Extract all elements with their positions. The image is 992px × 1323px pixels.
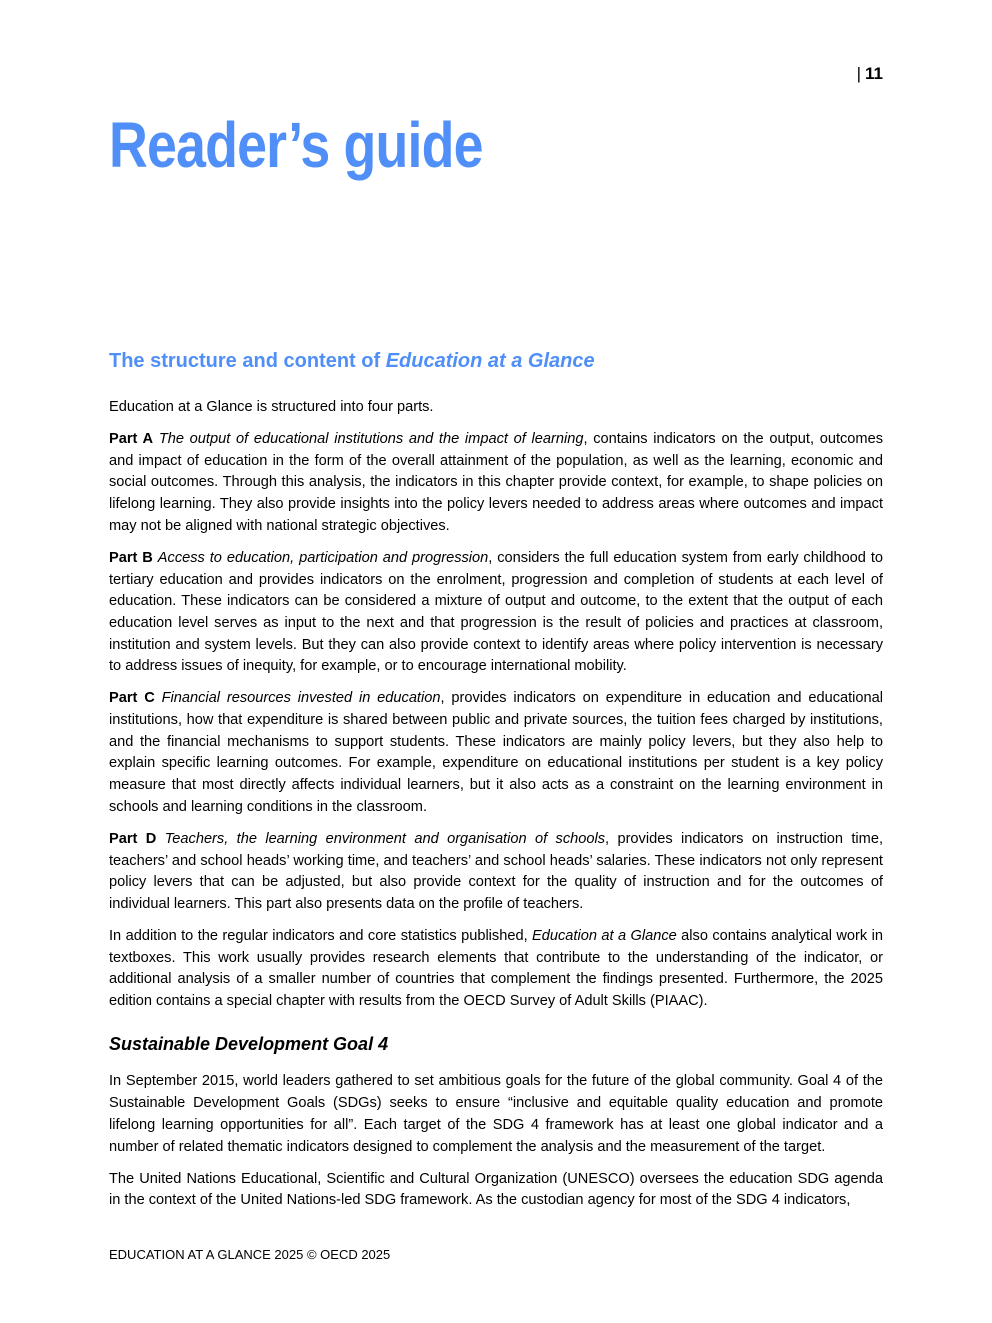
- part-label: Part A: [109, 431, 154, 447]
- part-b-paragraph: [109, 548, 883, 678]
- page-number: | 11: [856, 64, 883, 83]
- part-title: Teachers, the learning environment and organisation of schools: [164, 830, 606, 847]
- intro-paragraph: Education at a Glance is structured into four parts.: [109, 399, 434, 415]
- part-label: Part B: [109, 549, 153, 566]
- addition-paragraph: [109, 926, 883, 1013]
- part-title: Access to education, participation and progression: [157, 549, 489, 566]
- footer: EDUCATION AT A GLANCE 2025 © OECD 2025: [109, 1247, 391, 1262]
- part-label: Part D: [109, 830, 157, 847]
- part-text: , provides indicators on expenditure in education and educational institutions, how that expenditure is shared between public and private sources, the tuition fees charged by institutions, and the financial mechanisms to support students. These indicators are mainly policy levers, but they also help to explain specific learning outcomes. For example, expenditure on educational institutions per student is a key policy measure that most directly affects individual learners, but it also acts as a constraint on the learning environment in schools and learning conditions in the classroom.: [109, 690, 883, 815]
- part-d-paragraph: [109, 829, 883, 916]
- part-a-paragraph: [109, 429, 883, 538]
- body-text: [109, 397, 883, 1222]
- part-c-paragraph: [109, 688, 883, 818]
- part-title: Financial resources invested in education: [161, 690, 441, 707]
- text: In addition to the regular indicators and core statistics published,: [109, 927, 533, 944]
- part-text: , provides indicators on instruction time, teachers’ and school heads’ working time, and teachers’ and school heads’ salaries. These indicators not only represent policy levers that can be adjusted, but also provide context for the quality of instruction and for the outcomes of individual learners. This part also presents data on the profile of teachers.: [109, 830, 883, 912]
- section-heading-text: The structure and content of: [109, 350, 386, 372]
- part-label: Part C: [109, 690, 155, 707]
- sdg-paragraph: In September 2015, world leaders gathered to set ambitious goals for the future of the global community. Goal 4 of the Sustainable Development Goals (SDGs) seeks to ensure “inclusive and equitable quality education and promote lifelong learning opportunities for all”. Each target of the SDG 4 framework has at least one global indicator and a number of related thematic indicators designed to complement the analysis and the measurement of the target.: [109, 1073, 883, 1155]
- unesco-paragraph: The United Nations Educational, Scientific and Cultural Organization (UNESCO) oversees the education SDG agenda in the context of the United Nations-led SDG framework. As the custodian agency for most of the SDG 4 indicators,: [109, 1170, 883, 1209]
- section-heading-italic: Education at a Glance: [385, 350, 595, 372]
- text: also contains analytical work in textboxes. This work usually provides research elements that contribute to the understanding of the indicator, or additional analysis of a smaller number of countries that complement the findings presented. Furthermore, the 2025 edition contains a special chapter with results from the OECD Survey of Adult Skills (PIAAC).: [109, 927, 883, 1010]
- part-text: , contains indicators on the output, outcomes and impact of education in the form of the overall attainment of the population, as well as the learning, economic and social outcomes. Through this analysis, the indicators in this chapter provide context, for example, to shape policies on lifelong learning. They also provide insights into the policy levers needed to address areas where outcomes and impact may not be aligned with national strategic objectives.: [109, 431, 883, 534]
- part-text: , considers the full education system from early childhood to tertiary education and provides indicators on the enrolment, progression and completion of students at each level of education. These indicators can be considered a mixture of output and outcome, to the extent that the output of each education level serves as input to the next and that progression is the result of policies and practices at classroom, institution and system levels. But they can also provide context to identify areas where policy intervention is necessary to address issues of inequity, for example, or to encourage international mobility.: [109, 549, 884, 675]
- page-title: Reader’s guide: [109, 109, 483, 181]
- part-title: The output of educational institutions and the impact of learning: [158, 431, 584, 447]
- page-number-value: 11: [865, 64, 883, 83]
- section-heading: [109, 350, 595, 373]
- sdg-heading: Sustainable Development Goal 4: [109, 1033, 389, 1054]
- text-italic: Education at a Glance: [532, 927, 677, 944]
